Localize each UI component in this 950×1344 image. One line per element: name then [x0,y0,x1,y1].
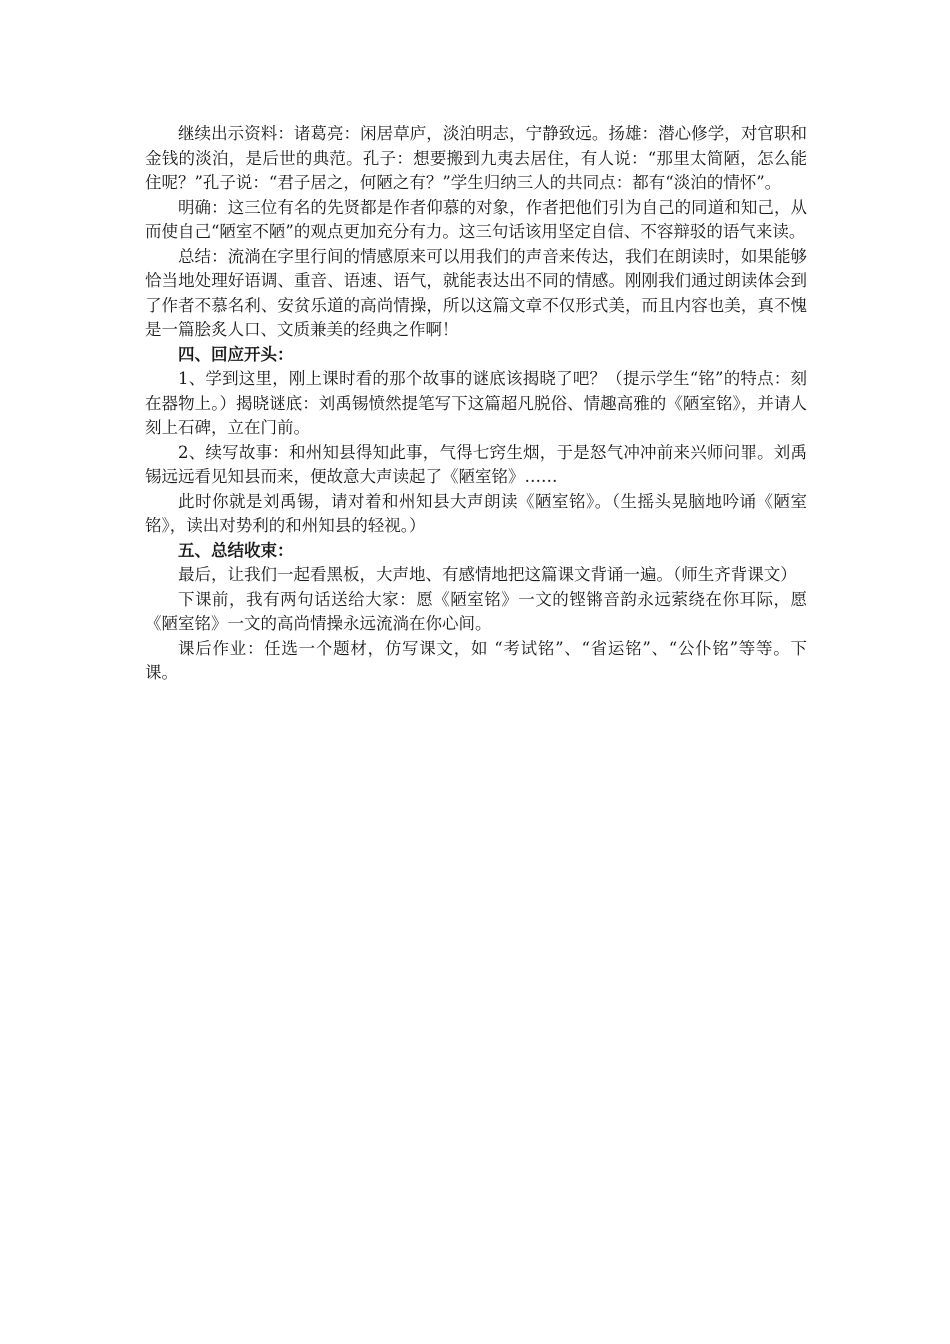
section-heading-4: 四、回应开头： [178,344,294,364]
paragraph-role-play: 此时你就是刘禹锡，请对着和州知县大声朗读《陋室铭》。（生摇头晃脑地吟诵《陋室铭》，读出对势利的和州知县的轻视。） [145,491,807,535]
paragraph-clarify: 明确：这三位有名的先贤都是作者仰慕的对象，作者把他们引为自己的同道和知己，从而使自己“陋室不陋”的观点更加充分有力。这三句话该用坚定自信、不容辩驳的语气来读。 [145,197,807,241]
paragraph-recite: 最后，让我们一起看黑板，大声地、有感情地把这篇课文背诵一遍。（师生齐背课文） [178,565,797,584]
paragraph-materials: 继续出示资料：诸葛亮：闲居草庐，淡泊明志，宁静致远。扬雄：潜心修学，对官职和金钱的淡泊，是后世的典范。孔子：想要搬到九夷去居住，有人说：“那里太简陋，怎么能住呢？”孔子说：“君子居之，何陋之有？”学生归纳三人的共同点：都有“淡泊的情怀”。 [145,124,807,192]
paragraph-riddle-reveal: 1、学到这里，刚上课时看的那个故事的谜底该揭晓了吧？（提示学生“铭”的特点：刻在器物上。）揭晓谜底：刘禹锡愤然提笔写下这篇超凡脱俗、情趣高雅的《陋室铭》，并请人刻上石碑，立在门前。 [145,369,807,437]
paragraph-farewell: 下课前，我有两句话送给大家：愿《陋室铭》一文的铿锵音韵永远萦绕在你耳际，愿《陋室铭》一文的高尚情操永远流淌在你心间。 [145,589,807,633]
paragraph-summary: 总结：流淌在字里行间的情感原来可以用我们的声音来传达，我们在朗读时，如果能够恰当地处理好语调、重音、语速、语气，就能表达出不同的情感。刚刚我们通过朗读体会到了作者不慕名利、安贫乐道的高尚情操，所以这篇文章不仅形式美，而且内容也美，真不愧是一篇脍炙人口、文质兼美的经典之作啊！ [145,246,807,339]
paragraph-homework: 课后作业：任选一个题材，仿写课文，如 “考试铭”、“省运铭”、“公仆铭”等等。下课。 [145,638,807,682]
document-page [145,122,807,686]
section-heading-5: 五、总结收束： [178,540,294,560]
paragraph-continue-story: 2、续写故事：和州知县得知此事，气得七窍生烟，于是怒气冲冲前来兴师问罪。刘禹锡远远看见知县而来，便故意大声读起了《陋室铭》…… [145,442,807,486]
